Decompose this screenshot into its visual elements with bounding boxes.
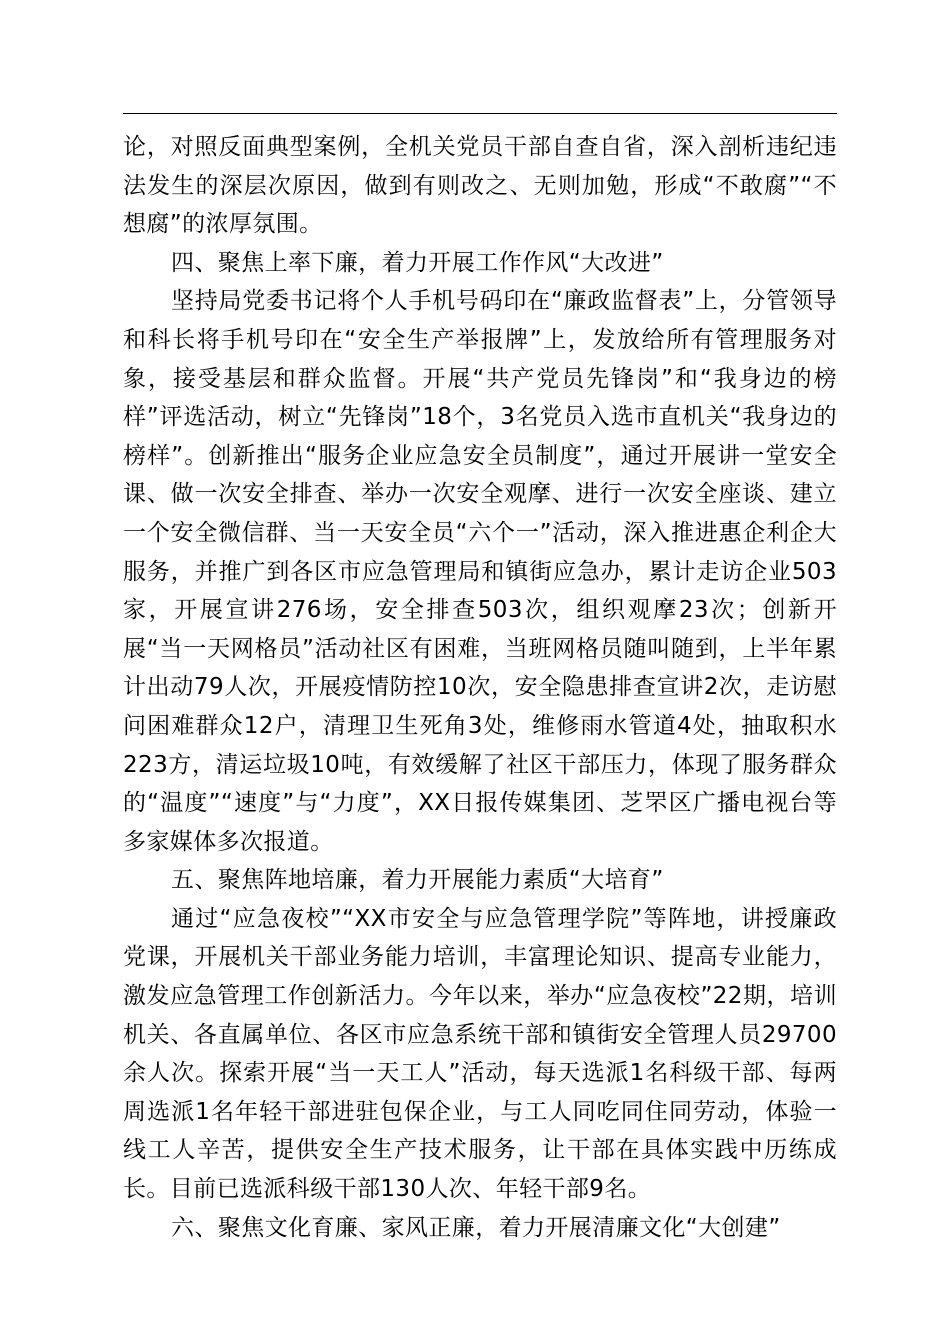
document-body	[123, 128, 837, 1247]
header-rule	[123, 113, 837, 114]
section-heading-5: 五、聚焦阵地培廉，着力开展能力素质“大培育”	[171, 867, 664, 894]
paragraph-section-5: 通过“应急夜校”“XX市安全与应急管理学院”等阵地，讲授廉政党课，开展机关干部业务能力培训，丰富理论知识、提高专业能力，激发应急管理工作创新活力。今年以来，举办“应急夜校”22期，培训机关、各直属单位、各区市应急系统干部和镇街安全管理人员29700余人次。探索开展“当一天工人”活动，每天选派1名科级干部、每两周选派1名年轻干部进驻包保企业，与工人同吃同住同劳动，体验一线工人辛苦，提供安全生产技术服务，让干部在具体实践中历练成长。目前已选派科级干部130人次、年轻干部9名。	[123, 905, 837, 1203]
section-heading-6: 六、聚焦文化育廉、家风正廉，着力开展清廉文化“大创建”	[171, 1214, 781, 1241]
paragraph-section-4: 坚持局党委书记将个人手机号码印在“廉政监督表”上，分管领导和科长将手机号印在“安全生产举报牌”上，发放给所有管理服务对象，接受基层和群众监督。开展“共产党员先锋岗”和“我身边的榜样”评选活动，树立“先锋岗”18个，3名党员入选市直机关“我身边的榜样”。创新推出“服务企业应急安全员制度”，通过开展讲一堂安全课、做一次安全排查、举办一次安全观摩、进行一次安全座谈、建立一个安全微信群、当一天安全员“六个一”活动，深入推进惠企利企大服务，并推广到各区市应急管理局和镇街应急办，累计走访企业503家，开展宣讲276场，安全排查503次，组织观摩23次；创新开展“当一天网格员”活动社区有困难，当班网格员随叫随到，上半年累计出动79人次，开展疫情防控10次，安全隐患排查宣讲2次，走访慰问困难群众12户，清理卫生死角3处，维修雨水管道4处，抽取积水223方，清运垃圾10吨，有效缓解了社区干部压力，体现了服务群众的“温度”“速度”与“力度”，XX日报传媒集团、芝罘区广播电视台等多家媒体多次报道。	[123, 288, 837, 855]
section-heading-4: 四、聚焦上率下廉，着力开展工作作风“大改进”	[171, 249, 664, 276]
paragraph-continuation: 论，对照反面典型案例，全机关党员干部自查自省，深入剖析违纪违法发生的深层次原因，做到有则改之、无则加勉，形成“不敢腐”“不想腐”的浓厚氛围。	[123, 134, 837, 238]
